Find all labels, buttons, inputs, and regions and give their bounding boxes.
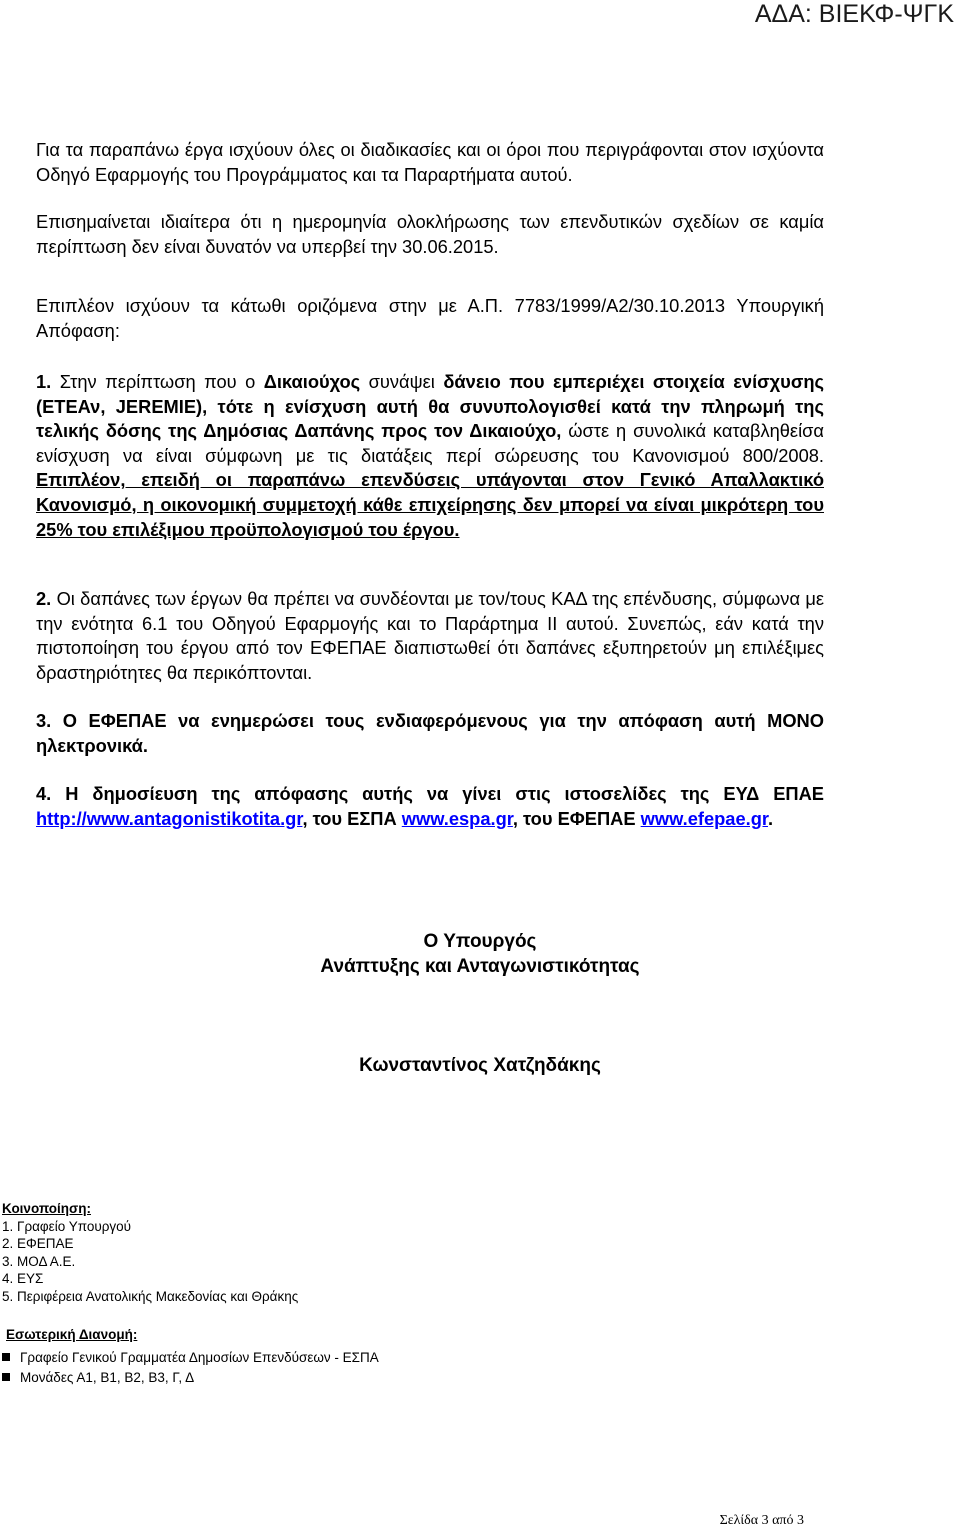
item-text: Οι δαπάνες των έργων θα πρέπει να συνδέονται με τον/τους ΚΑΔ της επένδυσης, σύμφωνα με την ενότητα 6.1 του Οδηγού Εφαρμογής και το Παράρτημα ΙΙ αυτού. Συνεπώς, εάν κατά την πιστοποίηση του έργου από τον ΕΦΕΠΑΕ διαπιστωθεί ότι δαπάνες εξυπηρετούν μη επιλέξιμες δραστηριότητες θα περικόπτονται. xyxy=(36,588,824,683)
item-bold: Δικαιούχος xyxy=(263,371,361,392)
list-item-4 xyxy=(36,782,824,831)
intro-text-1: Για τα παραπάνω έργα ισχύουν όλες οι διαδικασίες και οι όροι που περιγράφονται στον ισχύοντα Οδηγό Εφαρμογής του Προγράμματος και τα Παραρτήματα αυτού. xyxy=(36,139,824,185)
list-item-1 xyxy=(36,370,824,542)
signature-name: Κωνσταντίνος Χατζηδάκης xyxy=(359,1055,601,1076)
item-text: Στην περίπτωση που ο xyxy=(59,371,264,392)
item-number: 3. xyxy=(36,710,52,731)
link-efepae[interactable]: www.efepae.gr xyxy=(640,807,768,829)
item-bold: δάνειο που εμπεριέχει στοιχεία ενίσχυσης (ΕΤΕΑν, JEREMIE), τότε η ενίσχυση αυτή θα συνυπολογισθεί κατά την πληρωμή της τελικής δόσης της Δημόσιας Δαπάνης προς τον Δικαιούχο, xyxy=(36,371,824,442)
intro-paragraph-3 xyxy=(36,294,824,343)
distribution-heading: Κοινοποίηση: xyxy=(2,1201,91,1216)
distribution-item: 4. ΕΥΣ xyxy=(2,1271,44,1287)
link-antagonistikotita[interactable]: http://www.antagonistikotita.gr xyxy=(36,807,303,829)
intro-text-3: Επιπλέον ισχύουν τα κάτωθι οριζόμενα στην με Α.Π. 7783/1999/Α2/30.10.2013 Υπουργική Απόφαση: xyxy=(36,295,824,341)
distribution-item: 3. ΜΟΔ Α.Ε. xyxy=(2,1253,76,1269)
list-item-2 xyxy=(36,587,824,685)
internal-item-text: Γραφείο Γενικού Γραμματέα Δημοσίων Επενδύσεων - ΕΣΠΑ xyxy=(20,1349,379,1365)
internal-distribution-section xyxy=(6,1326,379,1387)
page-number: Σελίδα 3 από 3 xyxy=(719,1513,804,1528)
distribution-item: 2. ΕΦΕΠΑΕ xyxy=(2,1236,74,1252)
distribution-item: 1. Γραφείο Υπουργού xyxy=(2,1218,132,1234)
internal-item-text: Μονάδες Α1, Β1, Β2, Β3, Γ, Δ xyxy=(20,1370,195,1386)
internal-item xyxy=(2,1369,379,1387)
distribution-item: 5. Περιφέρεια Ανατολικής Μακεδονίας και Θράκης xyxy=(2,1288,299,1304)
internal-item xyxy=(2,1349,379,1367)
item-bold-underlined: Επιπλέον, επειδή οι παραπάνω επενδύσεις υπάγονται στον Γενικό Απαλλακτικό Κανονισμό, η οικονομική συμμετοχή κάθε επιχείρησης δεν μπορεί να είναι μικρότερη του 25% του επιλέξιμου προϋπολογισμού του έργου. xyxy=(36,469,824,540)
link-espa[interactable]: www.espa.gr xyxy=(401,807,513,829)
signature-title-line1: Ο Υπουργός xyxy=(423,931,537,952)
internal-heading: Εσωτερική Διανομή: xyxy=(6,1327,138,1342)
intro-text-2: Επισημαίνεται ιδιαίτερα ότι η ημερομηνία ολοκλήρωσης των επενδυτικών σχεδίων σε καμία περίπτωση δεν είναι δυνατόν να υπερβεί την 30.06.2015. xyxy=(36,211,824,257)
signature-title-line2: Ανάπτυξης και Ανταγωνιστικότητας xyxy=(320,956,640,977)
intro-paragraph-1 xyxy=(36,138,824,187)
distribution-section xyxy=(2,1200,298,1306)
signature-title xyxy=(300,929,660,979)
item-text: συνάψει xyxy=(360,371,444,392)
item-text: ώστε η συνολικά καταβληθείσα ενίσχυση να είναι σύμφωνη με τις διατάξεις περί σώρευσης του Κανονισμού 800/2008. xyxy=(36,420,824,466)
item-text: . xyxy=(767,807,774,829)
item-text: Η δημοσίευση της απόφασης αυτής να γίνει στις ιστοσελίδες της ΕΥΔ ΕΠΑΕ xyxy=(65,783,824,804)
item-text: , του ΕΣΠΑ xyxy=(302,807,402,829)
ada-code: ΑΔΑ: ΒΙΕΚΦ-ΨΓΚ xyxy=(754,0,954,28)
item-number: 2. xyxy=(36,588,52,609)
square-bullet-icon xyxy=(2,1373,10,1381)
item-text: , του ΕΦΕΠΑΕ xyxy=(512,807,641,829)
list-item-3 xyxy=(36,709,824,758)
item-number: 1. xyxy=(36,371,52,392)
intro-paragraph-2 xyxy=(36,210,824,259)
square-bullet-icon xyxy=(2,1353,10,1361)
item-text: Ο ΕΦΕΠΑΕ να ενημερώσει τους ενδιαφερόμενους για την απόφαση αυτή ΜΟΝΟ ηλεκτρονικά. xyxy=(36,710,824,756)
item-number: 4. xyxy=(36,783,52,804)
